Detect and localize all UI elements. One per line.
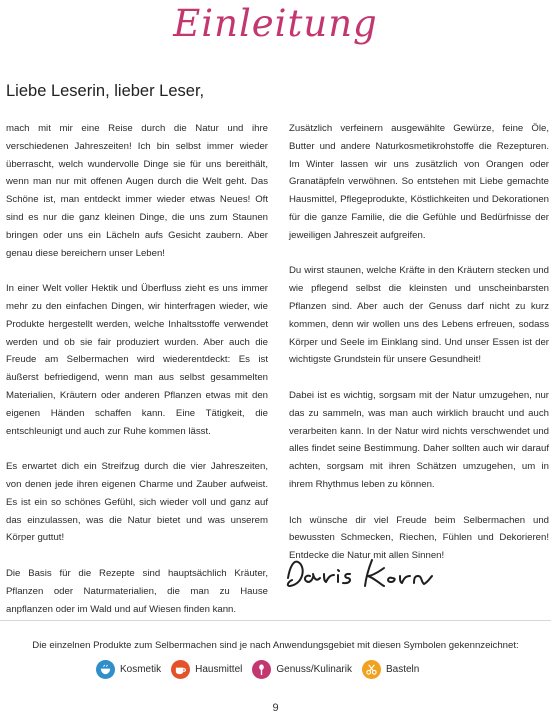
legend-item-basteln (362, 660, 419, 679)
legend-label: Hausmittel (195, 664, 243, 675)
paragraph: Dabei ist es wichtig, sorgsam mit der Natur umzugehen, nur das zu sammeln, was man auch wirklich braucht und auch verarbeiten kann. In der Natur wird nichts verschwendet und alles findet seine Bestimmung. Daher sollten auch wir darauf achten, sorgsam mit ihren Schätzen umzugehen, um in ihrem Rhythmus leben zu können. (289, 389, 549, 490)
right-column (289, 120, 549, 583)
paragraph: In einer Welt voller Hektik und Überfluss zieht es uns immer mehr zu den einfachen Dingen, wir hinterfragen wieder, wie Produkte hergestellt werden, welche Inhaltsstoffe verwendet werden und ob sie fair produziert wurden. Aber auch die Freude am Selbermachen wird wiederentdeckt: Es ist äußerst befriedigend, wenn man aus selbst gesammelten Materialien, Kräutern oder anderen Pflanzen etwas mit den eigenen Händen schaffen kann. Eine Tätigkeit, die entschleunigt und auch zur Ruhe kommen lässt. (6, 283, 268, 437)
signature (280, 548, 440, 598)
page-title: Einleitung (173, 2, 378, 45)
paragraph: Ich wünsche dir viel Freude beim Selbermachen und bewussten Schmecken, Riechen, Fühlen und Dekorieren! Entdecke die Natur mit allen Sinnen! (289, 514, 549, 562)
bowl-icon (96, 660, 115, 679)
page-number: 9 (272, 702, 279, 714)
legend-item-kosmetik (96, 660, 161, 679)
paragraph: mach mit mir eine Reise durch die Natur und ihre verschiedenen Jahreszeiten! Ich bin selbst immer wieder überrascht, welch wundervolle Dinge sie für uns bereithält, wenn man nur mit offenen Augen durch die Welt geht. Das Schöne ist, man entdeckt immer wieder etwas Neues! Oft sind es nur die ganz kleinen Dinge, die uns zum Staunen bringen oder uns ein Lächeln aufs Gesicht zaubern. Aber genau diese bereichern unser Leben! (6, 123, 268, 259)
legend-item-genuss (252, 660, 352, 679)
legend-item-hausmittel (171, 660, 242, 679)
paragraph: Die Basis für die Rezepte sind hauptsächlich Kräuter, Pflanzen oder Naturmaterialien, die man zu Hause anpflanzen oder im Wald und auf Wiesen finden kann. (6, 567, 268, 615)
greeting: Liebe Leserin, lieber Leser, (6, 82, 205, 100)
scissors-icon (362, 660, 381, 679)
paragraph: Du wirst staunen, welche Kräfte in den Kräutern stecken und wie pflegend selbst die kleinsten und unscheinbarsten Pflanzen sind. Aber auch der Genuss darf nicht zu kurz kommen, denn wir wollen uns des Lebens erfreuen, sodass Körper und Seele im Einklang sind. Und unser Essen ist der wichtigste Grundstein für unsere Gesundheit! (289, 265, 549, 366)
left-column (6, 120, 268, 636)
symbol-legend (96, 660, 419, 679)
paragraph: Es erwartet dich ein Streifzug durch die vier Jahreszeiten, von denen jede ihren eigenen Charme und Zauber aufweist. Es ist ein so schönes Gefühl, sich wieder voll und ganz auf das einzulassen, was die Natur bietet und was unserem Körper guttut! (6, 461, 268, 544)
symbol-legend-intro: Die einzelnen Produkte zum Selbermachen sind je nach Anwendungsgebiet mit diesen Symbolen gekennzeichnet: (32, 640, 519, 651)
legend-label: Basteln (385, 664, 420, 675)
legend-label: Kosmetik (120, 664, 162, 675)
footer-divider (0, 620, 551, 621)
spoon-icon (252, 660, 271, 679)
legend-label: Genuss/Kulinarik (276, 664, 352, 675)
cup-icon (171, 660, 190, 679)
paragraph: Zusätzlich verfeinern ausgewählte Gewürze, feine Öle, Butter und andere Naturkosmetikrohstoffe die Rezepturen. Im Winter lassen wir uns zusätzlich von Orangen oder Granatäpfeln verwöhnen. So entstehen mit Liebe gemachte Hausmittel, Pflegeprodukte, Köstlichkeiten und Dekorationen für die ganze Familie, die die Gefühle und Bedürfnisse der jeweiligen Jahreszeit aufgreifen. (289, 123, 549, 241)
